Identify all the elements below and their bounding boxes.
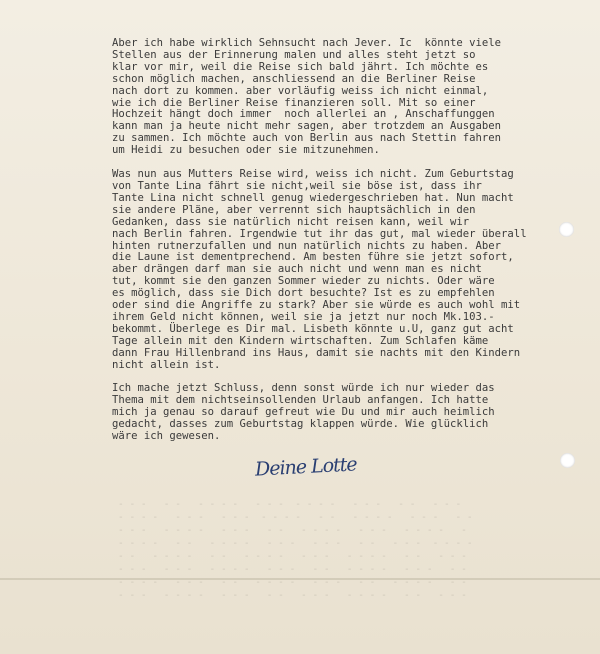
paragraph-closing xyxy=(112,383,590,443)
text-line: Was nun aus Mutters Reise wird, weiss ich nicht. Zum Geburtstag xyxy=(112,168,514,181)
paragraph-mutters-reise xyxy=(112,169,590,371)
text-line: um Heidi zu besuchen oder sie mitzunehmen. xyxy=(112,144,380,157)
text-line: nach dort zu kommen. aber vorläufig weiss ich nicht einmal, xyxy=(112,84,489,97)
text-line: von Tante Lina fährt sie nicht,weil sie böse ist, dass ihr xyxy=(112,179,482,192)
text-line: schon möglich machen, anschliessend an die Berliner Reise xyxy=(112,72,476,85)
punch-hole-bottom xyxy=(560,453,575,468)
text-line: Hochzeit hängt doch immer noch allerlei an , Anschaffunggen xyxy=(112,108,495,121)
reverse-side-show-through: - - - - - - - - - - - - - - - - - - - - - - - - - - - - - - - - - - - - - - - - - - - - - - - - - - - - - - - - - - - - - - - - - - - - - - - - - - - - - - - - - - - - - - - - - - - - - - - - - - - - - - - - - - - - - - - - - - - - - - - - - - - - - - - - - - - - - - - - - - - - - - - - - - - - - - - - - - - - - - - - - - - - - - - - - - - - - - - - - - - - - - - - - - - - - - - - - - xyxy=(118,499,473,601)
paragraph-jever xyxy=(112,38,590,157)
letter-body xyxy=(112,38,590,455)
text-line: Ich mache jetzt Schluss, denn sonst würde ich nur wieder das xyxy=(112,382,495,395)
text-line: Tage allein mit den Kindern wirtschaften. Zum Schlafen käme xyxy=(112,334,489,347)
text-line: zu sammen. Ich möchte auch von Berlin aus nach Stettin fahren xyxy=(112,132,502,145)
text-line: sie andere Pläne, aber verrennt sich hauptsächlich in den xyxy=(112,203,476,216)
text-line: gedacht, dasses zum Geburtstag klappen würde. Wie glücklich xyxy=(112,418,489,431)
text-line: Thema mit dem nichtseinsollenden Urlaub anfangen. Ich hatte xyxy=(112,394,489,407)
text-line: ihrem Geld nicht können, weil sie ja jetzt nur noch Mk.103.- xyxy=(112,310,495,323)
text-line: Gedanken, dass sie natürlich nicht reisen kann, weil wir xyxy=(112,215,470,228)
text-line: bekommt. Überlege es Dir mal. Lisbeth könnte u.U, ganz gut acht xyxy=(112,322,514,335)
text-line: nach Berlin fahren. Irgendwie tut ihr das gut, mal wieder überall xyxy=(112,227,527,240)
text-line: klar vor mir, weil die Reise sich bald jährt. Ich möchte es xyxy=(112,60,489,73)
text-line: Stellen aus der Erinnerung malen und alles steht jetzt so xyxy=(112,48,476,61)
text-line: tut, kommt sie den ganzen Sommer wieder zu nichts. Oder wäre xyxy=(112,275,495,288)
text-line: die Laune ist dementprechend. Am besten führe sie jetzt sofort, xyxy=(112,251,514,264)
text-line: kann man ja heute nicht mehr sagen, aber trotzdem an Ausgaben xyxy=(112,120,502,133)
text-line: hinten rutnerzufallen und nun natürlich nichts zu haben. Aber xyxy=(112,239,502,252)
text-line: oder sind die Angriffe zu stark? Aber sie würde es auch wohl mit xyxy=(112,299,521,312)
text-line: dann Frau Hillenbrand ins Haus, damit sie nachts mit den Kindern xyxy=(112,346,521,359)
text-line: mich ja genau so darauf gefreut wie Du und mir auch heimlich xyxy=(112,406,495,419)
text-line: wäre ich gewesen. xyxy=(112,430,221,443)
handwritten-signature: Deine Lotte xyxy=(254,453,358,481)
text-line: aber drängen darf man sie auch nicht und wenn man es nicht xyxy=(112,263,482,276)
text-line: Aber ich habe wirklich Sehnsucht nach Jever. Ic könnte viele xyxy=(112,37,502,49)
text-line: wie ich die Berliner Reise finanzieren soll. Mit so einer xyxy=(112,96,476,109)
text-line: es möglich, dass sie Dich dort besuchte? Ist es zu empfehlen xyxy=(112,287,495,300)
text-line: Tante Lina nicht schnell genug wiedergeschrieben hat. Nun macht xyxy=(112,191,514,204)
text-line: nicht allein ist. xyxy=(112,358,221,371)
